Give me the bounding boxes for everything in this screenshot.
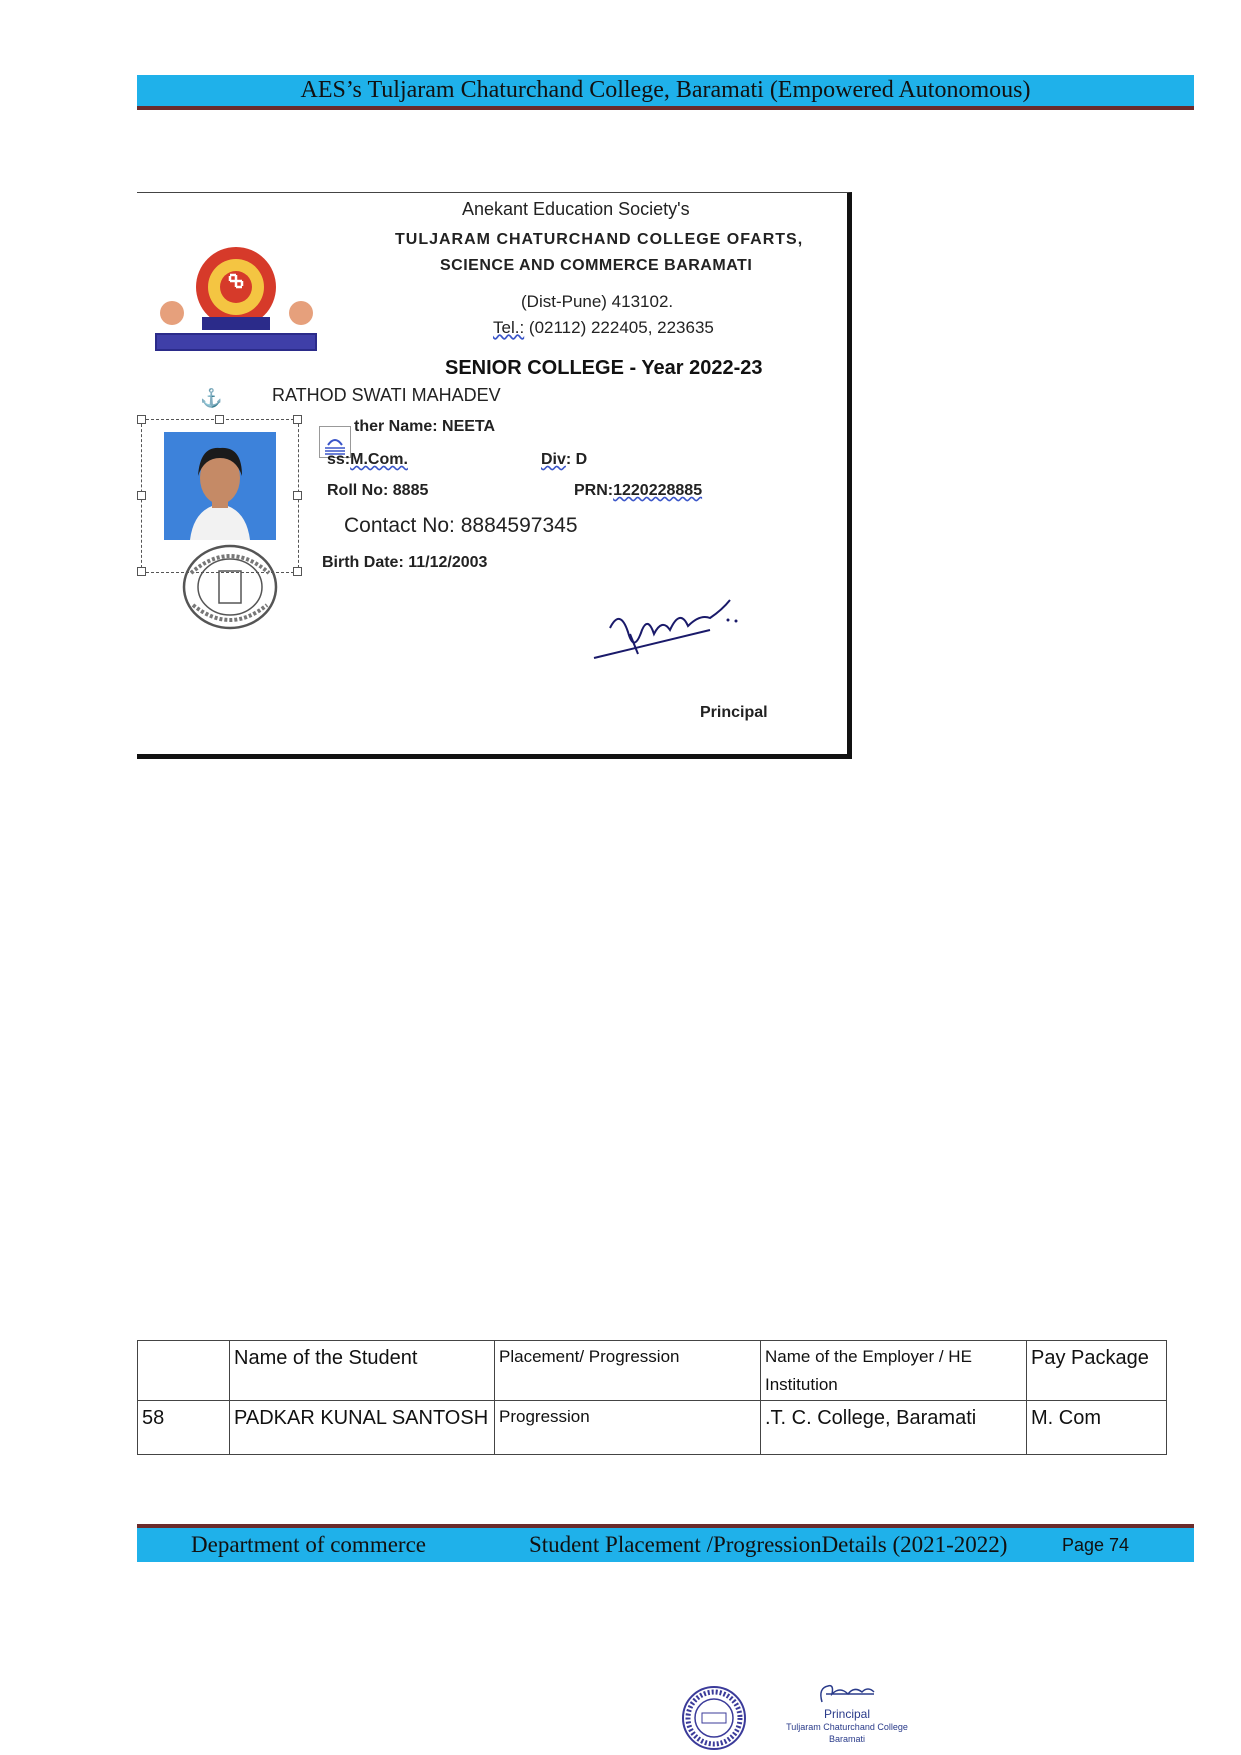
bottom-signature-block xyxy=(782,1682,912,1752)
prn-value: 1220228885 xyxy=(613,482,703,499)
header-cell-employer: Name of the Employer / HE Institution xyxy=(761,1341,1027,1401)
student-id-card xyxy=(137,192,852,759)
college-name-line2: SCIENCE AND COMMERCE BARAMATI xyxy=(440,257,753,274)
prn-label: PRN: xyxy=(574,482,614,499)
header-cell-placement: Placement/ Progression xyxy=(495,1341,761,1401)
resize-handle[interactable] xyxy=(293,567,302,576)
college-seal xyxy=(181,543,279,631)
principal-label: Principal xyxy=(700,704,768,721)
header-cell-package: Pay Package xyxy=(1027,1341,1167,1401)
table-row xyxy=(138,1401,1167,1455)
footer-title: Student Placement /ProgressionDetails (2021-2022) xyxy=(529,1532,1008,1557)
student-photo xyxy=(164,432,276,540)
resize-handle[interactable] xyxy=(137,567,146,576)
student-photo-image xyxy=(164,432,276,540)
college-address: (Dist-Pune) 413102. xyxy=(521,292,674,311)
resize-handle[interactable] xyxy=(137,491,146,500)
bottom-signature xyxy=(782,1682,912,1708)
principal-signature xyxy=(590,588,752,664)
class-field xyxy=(327,451,408,469)
footer-department: Department of commerce xyxy=(191,1532,426,1557)
anchor-icon[interactable]: ⚓ xyxy=(200,388,223,408)
resize-handle[interactable] xyxy=(137,415,146,424)
tel-label: Tel.: xyxy=(493,318,525,337)
footer-page-number: Page 74 xyxy=(1062,1535,1130,1555)
header-title: AES’s Tuljaram Chaturchand College, Baramati (Empowered Autonomous) xyxy=(300,77,1031,103)
college-telephone xyxy=(493,318,714,338)
cell-name: PADKAR KUNAL SANTOSH xyxy=(230,1401,495,1455)
header-cell-sr xyxy=(138,1341,230,1401)
student-name: RATHOD SWATI MAHADEV xyxy=(272,385,501,405)
tel-value: (02112) 222405, 223635 xyxy=(524,318,714,337)
resize-handle[interactable] xyxy=(293,491,302,500)
cell-sr: 58 xyxy=(138,1401,230,1455)
birth-date: Birth Date: 11/12/2003 xyxy=(322,554,488,571)
cell-package: M. Com xyxy=(1027,1401,1167,1455)
header-cell-student: Name of the Student xyxy=(230,1341,495,1401)
page-footer xyxy=(137,1524,1194,1562)
class-label: ss: xyxy=(327,451,351,468)
senior-college-year: SENIOR COLLEGE - Year 2022-23 xyxy=(445,357,763,379)
contact-number: Contact No: 8884597345 xyxy=(344,514,578,537)
college-stamp xyxy=(681,1685,747,1751)
society-name: Anekant Education Society's xyxy=(462,199,690,219)
bottom-city-label: Baramati xyxy=(828,1734,865,1744)
bottom-principal-label: Principal xyxy=(823,1707,871,1721)
division-field xyxy=(541,451,587,469)
placement-table xyxy=(137,1340,1167,1455)
page-header xyxy=(137,75,1194,110)
resize-handle[interactable] xyxy=(215,415,224,424)
div-value: : D xyxy=(565,451,588,468)
cell-type: Progression xyxy=(495,1401,761,1455)
cell-employer: .T. C. College, Baramati xyxy=(761,1401,1027,1455)
prn-field xyxy=(574,482,702,500)
class-value: M.Com. xyxy=(350,451,408,468)
resize-handle[interactable] xyxy=(293,415,302,424)
div-label: Div xyxy=(541,451,566,468)
table-header-row xyxy=(138,1341,1167,1401)
college-logo xyxy=(155,245,317,355)
bottom-college-label: Tuljaram Chaturchand College xyxy=(786,1722,908,1732)
roll-number: Roll No: 8885 xyxy=(327,482,429,499)
mother-name: ther Name: NEETA xyxy=(354,418,496,435)
college-name-line1: TULJARAM CHATURCHAND COLLEGE OFARTS, xyxy=(395,231,804,248)
